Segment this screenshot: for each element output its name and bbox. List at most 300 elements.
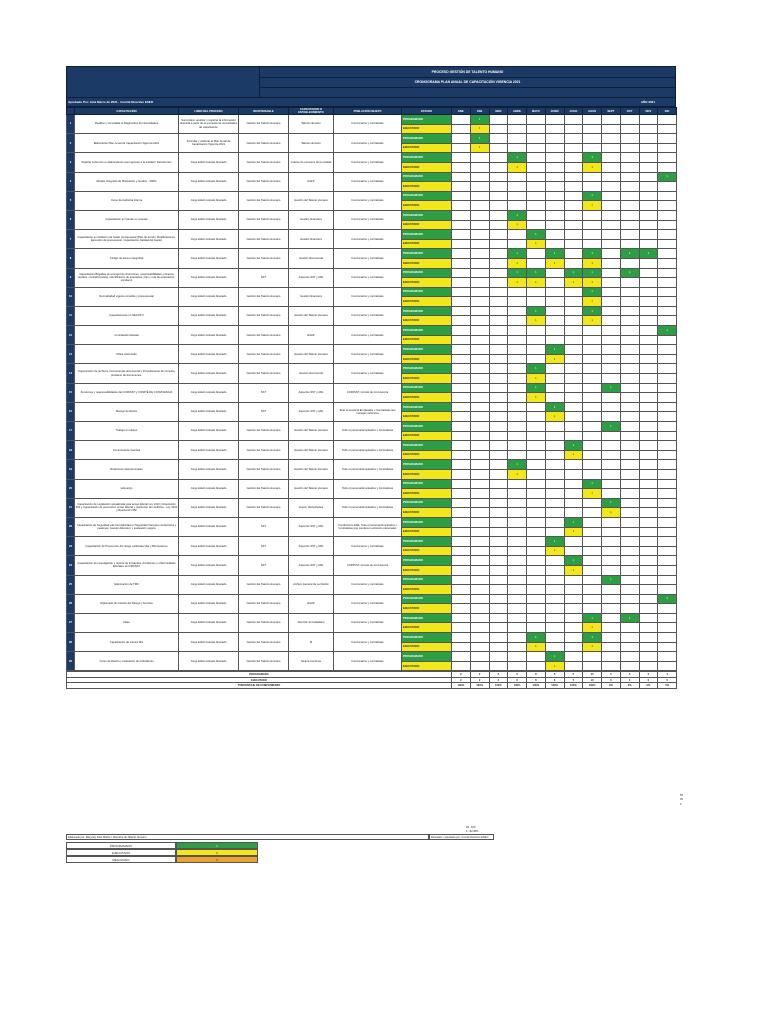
month-cell [527,556,546,566]
training-name: Normatividad vigente contable y presupuestal [75,287,179,306]
month-cell [620,297,639,307]
table-row-programado [67,249,677,259]
totals-value: 2 [489,672,508,677]
month-cell [620,345,639,355]
training-name: Capacitación en Gobierno de Gasto presupuestal (Plan de acción, Modificaciones, Ejecución de presupuesto, Capacitación Calidad del Gasto) [75,230,179,249]
month-cell [602,172,621,182]
month-cell [602,613,621,623]
logo-area [67,67,260,97]
target-population: Funcionarios y contratistas [334,249,402,268]
month-cell [602,402,621,412]
month-cell [508,652,527,662]
month-cell [545,268,564,278]
month-cell [564,498,583,508]
month-cell [452,517,471,527]
month-cell [470,546,489,556]
side-total: 0 [680,802,682,806]
month-cell [489,306,508,316]
month-cell [452,172,471,182]
month-cell [639,508,658,518]
month-cell [620,374,639,384]
month-cell [527,201,546,211]
month-cell [602,517,621,527]
training-name: Capacitación de Legislación actualizada para acoso laboral Ley 1010 y Resolución 652 y Capacitación de prevención acoso laboral y resolución de conflictos - Ley 1010 y Resolución 652 [75,498,179,517]
month-cell [545,460,564,470]
month-cell [489,182,508,192]
month-cell [470,172,489,182]
training-name: Manejo de Estrés [75,402,179,421]
month-cell [527,450,546,460]
month-cell [602,297,621,307]
month-cell [489,412,508,422]
month-cell [489,613,508,623]
target-population: Funcionarios y contratistas [334,594,402,613]
month-cell [602,201,621,211]
month-cell [564,220,583,230]
status-label: PROGRAMADO [402,652,452,662]
trainer: Gestión del Talento Humano [289,345,334,364]
month-cell [545,479,564,489]
month-cell [545,316,564,326]
month-cell [470,230,489,240]
month-cell [620,201,639,211]
month-cell [658,498,677,508]
month-cell [639,393,658,403]
month-cell: 1 [527,230,546,240]
col-month: OCT [620,108,639,115]
month-cell [639,374,658,384]
process-leader: Suministrar, analizar y registrar la información obtenida a partir de la encuesta de necesidades de capacitación [179,115,239,134]
month-cell [545,210,564,220]
status-label: EJECUTADO [402,354,452,364]
month-cell [602,441,621,451]
month-cell [545,498,564,508]
row-number: 13 [67,345,75,364]
month-cell [639,316,658,326]
month-cell [583,661,602,671]
training-name: Relaciones interpersonales [75,460,179,479]
month-cell [470,402,489,412]
month-cell [620,450,639,460]
month-cell [470,162,489,172]
month-cell [658,191,677,201]
month-cell [639,642,658,652]
month-cell [508,498,527,508]
month-cell [639,652,658,662]
month-cell [489,594,508,604]
totals-value: 3 [620,672,639,677]
month-cell [527,124,546,134]
month-cell [527,191,546,201]
month-cell [470,239,489,249]
month-cell [639,422,658,432]
month-cell [470,633,489,643]
month-cell: 1 [564,268,583,278]
month-cell [658,383,677,393]
trainer: Gestión del Talento Humano [289,460,334,479]
month-cell [564,124,583,134]
month-cell [452,162,471,172]
status-label: EJECUTADO [402,508,452,518]
month-cell [583,374,602,384]
totals-value: 5 [564,677,583,682]
month-cell [489,508,508,518]
month-cell [658,517,677,527]
month-cell [545,335,564,345]
month-cell [658,441,677,451]
table-row-programado [67,345,677,355]
month-cell [545,565,564,575]
month-cell [602,556,621,566]
status-label: PROGRAMADO [402,613,452,623]
month-cell [489,422,508,432]
month-cell [508,450,527,460]
status-label: EJECUTADO [402,162,452,172]
process-leader: Jorge Edwin Arévalo Alvarado [179,191,239,210]
month-cell: 1 [470,143,489,153]
month-cell [527,431,546,441]
month-cell [489,393,508,403]
table-row-programado [67,326,677,336]
month-cell [489,661,508,671]
month-cell: 1 [508,210,527,220]
month-cell [545,441,564,451]
totals-value: 0 [639,677,658,682]
month-cell [489,201,508,211]
month-cell [527,297,546,307]
responsible: Gestión del Talento Humano [239,633,289,652]
month-cell [489,527,508,537]
month-cell [658,469,677,479]
month-cell [470,565,489,575]
month-cell [583,354,602,364]
month-cell [583,565,602,575]
month-cell [489,239,508,249]
month-cell [620,517,639,527]
month-cell [620,556,639,566]
month-cell [620,565,639,575]
month-cell [602,354,621,364]
month-cell [545,287,564,297]
month-cell [452,287,471,297]
month-cell [639,450,658,460]
month-cell [489,431,508,441]
month-cell [602,124,621,134]
month-cell [508,642,527,652]
totals-value: 0% [658,683,677,688]
totals-value: 100% [527,683,546,688]
month-cell [545,297,564,307]
totals-value: 0 [602,677,621,682]
month-cell [508,393,527,403]
month-cell: 1 [564,527,583,537]
month-cell [470,604,489,614]
month-cell [639,556,658,566]
month-cell [620,604,639,614]
month-cell: 1 [545,354,564,364]
month-cell [489,585,508,595]
month-cell: 1 [527,306,546,316]
month-cell [508,115,527,125]
month-cell: 1 [470,134,489,144]
totals-value: 100% [470,683,489,688]
month-cell [452,604,471,614]
info-row [66,98,676,107]
month-cell [602,335,621,345]
status-label: EJECUTADO [402,374,452,384]
month-cell [620,412,639,422]
month-cell [452,450,471,460]
month-cell [545,172,564,182]
month-cell [470,345,489,355]
process-leader: Jorge Edwin Arévalo Alvarado [179,460,239,479]
month-cell [658,201,677,211]
schedule-table [66,107,677,671]
month-cell: 1 [583,306,602,316]
trainer: Archivo General de La Nación [289,575,334,594]
month-cell [527,182,546,192]
month-cell [489,537,508,547]
month-cell [527,479,546,489]
month-cell [620,508,639,518]
month-cell [452,143,471,153]
month-cell [658,633,677,643]
month-cell [564,479,583,489]
month-cell [583,402,602,412]
month-cell [620,182,639,192]
month-cell [583,498,602,508]
month-cell [508,565,527,575]
month-cell [583,134,602,144]
month-cell [602,258,621,268]
training-name: Elaboración Plan Anual de Capacitación Vigencia 2021 [75,134,179,153]
totals-value: 8 [527,672,546,677]
month-cell [658,652,677,662]
month-cell [452,575,471,585]
responsible: Gestión del Talento Humano [239,326,289,345]
month-cell [602,143,621,153]
month-cell: 1 [470,124,489,134]
training-name: Realizar y Consolidar el Diagnóstico de Necesidades [75,115,179,134]
approved-by: Aprobado Por: Acta Marzo de 2021 · Comité Directivo ESEO [68,100,154,104]
month-cell [658,556,677,566]
month-cell [602,412,621,422]
responsible: Gestión del Talento Humano [239,575,289,594]
responsible: SST [239,268,289,287]
trainer: Talento Humano [289,115,334,134]
month-cell [658,162,677,172]
month-cell [639,306,658,316]
month-cell [489,287,508,297]
month-cell [452,249,471,259]
target-population: Funcionarios y contratistas [334,364,402,383]
month-cell [508,402,527,412]
month-cell: 1 [583,268,602,278]
month-cell [583,393,602,403]
month-cell [489,249,508,259]
month-cell [545,450,564,460]
month-cell [620,239,639,249]
month-cell [583,556,602,566]
month-cell [658,604,677,614]
month-cell [545,374,564,384]
status-label: PROGRAMADO [402,172,452,182]
month-cell [658,210,677,220]
month-cell [639,661,658,671]
target-population: Todo el personal Empleados y Contratistas que manejan vehículos [334,402,402,421]
title-spacer [260,87,675,97]
month-cell [658,134,677,144]
row-number: 26 [67,594,75,613]
training-name: Liderazgo [75,479,179,498]
month-cell [452,412,471,422]
month-cell [658,546,677,556]
month-cell [564,306,583,316]
month-cell [602,134,621,144]
month-cell [489,556,508,566]
month-cell [489,210,508,220]
status-label: PROGRAMADO [402,479,452,489]
month-cell [620,258,639,268]
month-cell [602,364,621,374]
month-cell [527,537,546,547]
month-cell [620,134,639,144]
month-cell [639,354,658,364]
month-cell [602,230,621,240]
month-cell: 1 [508,278,527,288]
month-cell [508,326,527,336]
month-cell [527,402,546,412]
month-cell [620,498,639,508]
month-cell [452,258,471,268]
status-label: PROGRAMADO [402,191,452,201]
trainer: Asesor disciplinarios [289,498,334,517]
trainer: Aspectos SST y ARL [289,537,334,556]
col-poblacion: POBLACIÓN OBJETO [334,108,402,115]
row-number: 23 [67,537,75,556]
row-number: 15 [67,383,75,402]
month-cell [470,585,489,595]
month-cell: 1 [583,613,602,623]
month-cell [602,326,621,336]
month-cell [639,431,658,441]
month-cell [583,335,602,345]
month-cell [658,402,677,412]
month-cell [639,220,658,230]
month-cell [545,489,564,499]
training-name: Elaboración de TRD [75,575,179,594]
month-cell [658,374,677,384]
status-label: EJECUTADO [402,565,452,575]
month-cell [639,287,658,297]
legend-label: PROGRAMADO [66,842,176,849]
status-label: EJECUTADO [402,642,452,652]
row-number: 11 [67,306,75,325]
month-cell [545,623,564,633]
month-cell [564,354,583,364]
totals-value: 2 [489,677,508,682]
month-cell [452,182,471,192]
process-leader: Jorge Edwin Arévalo Alvarado [179,268,239,287]
month-cell [602,469,621,479]
month-cell [489,623,508,633]
month-cell [545,364,564,374]
month-cell [602,652,621,662]
trainer: DAFP [289,172,334,191]
legend-label: REALIZADO [66,856,176,863]
month-cell [658,316,677,326]
month-cell [452,546,471,556]
row-number: 27 [67,613,75,632]
month-cell: 1 [545,249,564,259]
target-population: Funcionarios y contratistas [334,230,402,249]
row-number: 1 [67,115,75,134]
status-label: EJECUTADO [402,623,452,633]
month-cell [620,383,639,393]
month-cell [620,153,639,163]
month-cell [639,364,658,374]
month-cell [508,575,527,585]
training-name: Curso de Auditoría Interna [75,191,179,210]
month-cell [470,268,489,278]
status-label: PROGRAMADO [402,268,452,278]
month-cell [508,441,527,451]
month-cell: 1 [620,268,639,278]
month-cell [564,575,583,585]
month-cell [658,527,677,537]
side-total: 45 [680,798,683,802]
responsible: Gestión del Talento Humano [239,441,289,460]
month-cell [527,210,546,220]
month-cell [602,249,621,259]
month-cell [508,306,527,316]
month-cell: 1 [508,249,527,259]
training-name: Capacitación de cultura SIG [75,633,179,652]
process-leader: Jorge Edwin Arévalo Alvarado [179,383,239,402]
month-cell [602,479,621,489]
month-cell [620,431,639,441]
totals-value: 100% [583,683,602,688]
month-cell [508,345,527,355]
target-population: Funcionarios y contratistas [334,287,402,306]
month-cell [658,143,677,153]
month-cell [620,287,639,297]
month-cell [564,546,583,556]
target-population: Funcionarios y contratistas [334,153,402,172]
month-cell [452,115,471,125]
month-cell [639,469,658,479]
status-label: EJECUTADO [402,431,452,441]
month-cell [620,278,639,288]
month-cell [639,210,658,220]
month-cell [527,613,546,623]
month-cell: 1 [658,326,677,336]
process-leader: Jorge Edwin Arévalo Alvarado [179,172,239,191]
month-cell [583,546,602,556]
month-cell [658,335,677,345]
month-cell [564,652,583,662]
month-cell [564,469,583,479]
month-cell [620,306,639,316]
status-label: EJECUTADO [402,546,452,556]
table-row-programado [67,498,677,508]
month-cell [452,191,471,201]
status-label: EJECUTADO [402,143,452,153]
status-label: EJECUTADO [402,489,452,499]
month-cell: 1 [508,469,527,479]
month-cell: 1 [508,153,527,163]
training-name: Capacitaciones en SECOP II [75,306,179,325]
